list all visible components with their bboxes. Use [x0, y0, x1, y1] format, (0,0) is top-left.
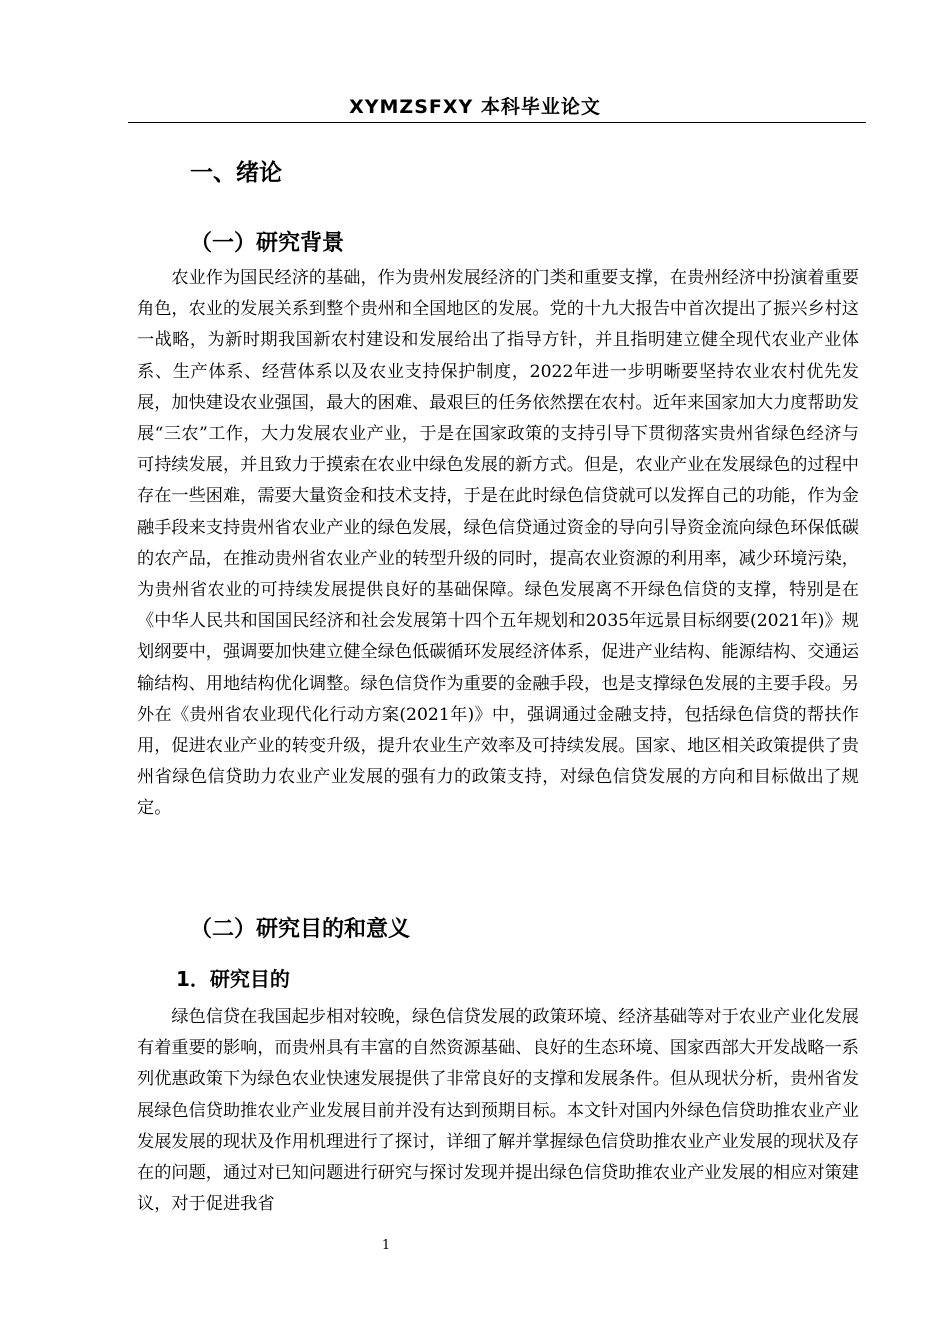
page-number: 1 — [381, 1238, 391, 1253]
subsection-title-purpose: 1．研究目的 — [176, 967, 290, 991]
section-title-purpose: （二）研究目的和意义 — [190, 917, 411, 942]
paragraph-purpose: 绿色信贷在我国起步相对较晚，绿色信贷发展的政策环境、经济基础等对于农业产业化发展有着重要的影响，而贵州具有丰富的自然资源基础、良好的生态环境、国家西部大开发战略一系列优惠政策下为绿色农业快速发展提供了非常良好的支撑和发展条件。但从现状分析，贵州省发展绿色信贷助推农业产业发展目前并没有达到预期目标。本文针对国内外绿色信贷助推农业产业发展发展的现状及作用机理进行了探讨，详细了解并掌握绿色信贷助推农业产业发展的现状及存在的问题，通过对已知问题进行研究与探讨发现并提出绿色信贷助推农业产业发展的相应对策建议，对于促进我省 — [137, 1007, 859, 1215]
section-title-background: （一）研究背景 — [190, 231, 345, 256]
header-divider — [128, 122, 866, 123]
running-header-title: XYMZSFXY 本科毕业论文 — [349, 96, 601, 118]
paragraph-background: 农业作为国民经济的基础，作为贵州发展经济的门类和重要支撑，在贵州经济中扮演着重要角色，农业的发展关系到整个贵州和全国地区的发展。党的十九大报告中首次提出了振兴乡村这一战略，为新时期我国新农村建设和发展给出了指导方针，并且指明建立健全现代农业产业体系、生产体系、经营体系以及农业支持保护制度，2022年进一步明晰要坚持农业农村优先发展，加快建设农业强国，最大的困难、最艰巨的任务依然摆在农村。近年来国家加大力度帮助发展“三农”工作，大力发展农业产业，于是在国家政策的支持引导下贯彻落实贵州省绿色经济与可持续发展，并且致力于摸索在农业中绿色发展的新方式。但是，农业产业在发展绿色的过程中存在一些困难，需要大量资金和技术支持，于是在此时绿色信贷就可以发挥自己的功能，作为金融手段来支持贵州省农业产业的绿色发展，绿色信贷通过资金的导向引导资金流向绿色环保低碳的农产品，在推动贵州省农业产业的转型升级的同时，提高农业资源的利用率，减少环境污染，为贵州省农业的可持续发展提供良好的基础保障。绿色发展离不开绿色信贷的支撑，特别是在《中华人民共和国国民经济和社会发展第十四个五年规划和2035年远景目标纲要(2021年)》规划纲要中，强调要加快建立健全绿色低碳循环发展经济体系，促进产业结构、能源结构、交通运输结构、用地结构优化调整。绿色信贷作为重要的金融手段，也是支撑绿色发展的主要手段。另外在《贵州省农业现代化行动方案(2021年)》中，强调通过金融支持，包括绿色信贷的帮扶作用，促进农业产业的转变升级，提升农业生产效率及可持续发展。国家、地区相关政策提供了贵州省绿色信贷助力农业产业发展的强有力的政策支持，对绿色信贷发展的方向和目标做出了规定。 — [137, 268, 859, 819]
chapter-title: 一、绪论 — [190, 160, 282, 186]
